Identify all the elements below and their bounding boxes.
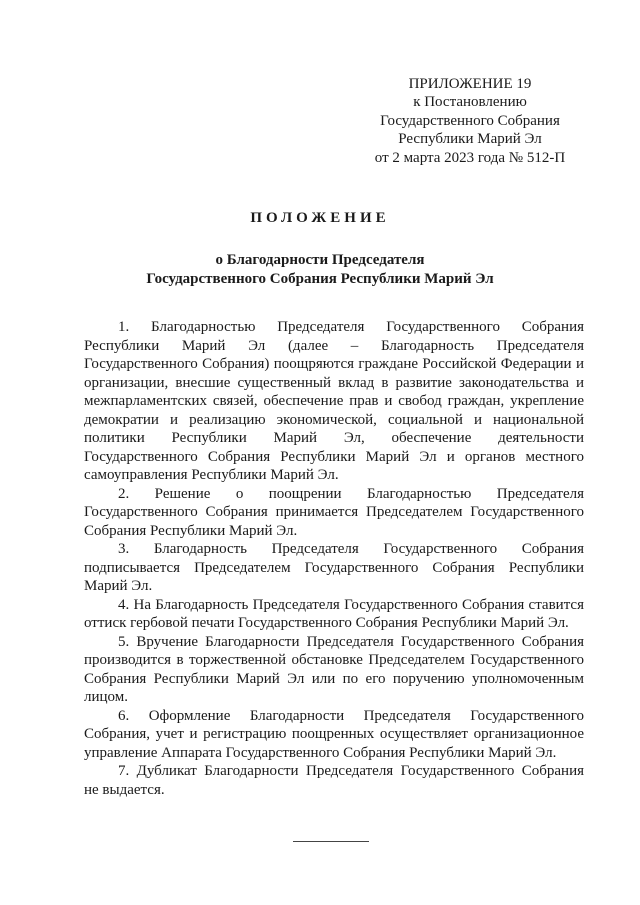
- approval-line-republic: Республики Марий Эл: [398, 131, 542, 148]
- paragraph-5: 5. Вручение Благодарности Председателя Государственного Собрания производится в торжественной обстановке Председателем Государственного Собрания Республики Марий Эл или по его поручению уполномоченным лицом.: [84, 633, 584, 705]
- approval-line-annex: ПРИЛОЖЕНИЕ 19: [408, 76, 532, 92]
- document-body: [84, 318, 584, 799]
- paragraph-3: 3. Благодарность Председателя Государственного Собрания подписывается Председателем Государственного Собрания Республики Марий Эл.: [84, 541, 584, 594]
- paragraph-7: 7. Дубликат Благодарности Председателя Государственного Собрания не выдается.: [84, 763, 584, 798]
- approval-line-resolution: к Постановлению: [413, 94, 527, 111]
- subtitle-line-1: о Благодарности Председателя: [215, 252, 425, 268]
- end-divider: [293, 841, 369, 842]
- document-title: ПОЛОЖЕНИЕ: [250, 210, 390, 226]
- paragraph-4: 4. На Благодарность Председателя Государственного Собрания ставится оттиск гербовой печати Государственного Собрания Республики Марий Эл.: [84, 596, 584, 631]
- document-subtitle: [0, 251, 640, 289]
- subtitle-line-2: Государственного Собрания Республики Марий Эл: [146, 271, 494, 287]
- paragraph-1: 1. Благодарностью Председателя Государственного Собрания Республики Марий Эл (далее – Благодарность Председателя Государственного Собрания) поощряются граждане Российской Федерации и организации, внесшие существенный вклад в развитие законодательства и межпарламентских связей, обеспечение прав и свобод граждан, укрепление демократии и реализацию экономической, социальной и национальной политики Республики Марий Эл, обеспечение деятельности Государственного Собрания Республики Марий Эл и органов местного самоуправления Республики Марий Эл.: [84, 319, 584, 483]
- paragraph-6: 6. Оформление Благодарности Председателя Государственного Собрания, учет и регистрацию поощренных осуществляет организационное управление Аппарата Государственного Собрания Республики Марий Эл.: [84, 707, 584, 761]
- paragraph-2: 2. Решение о поощрении Благодарностью Председателя Государственного Собрания принимается Председателем Государственного Собрания Республики Марий Эл.: [84, 485, 584, 539]
- approval-block: [355, 75, 585, 167]
- approval-line-assembly: Государственного Собрания: [380, 112, 560, 129]
- approval-line-date: от 2 марта 2023 года № 512-П: [374, 149, 566, 166]
